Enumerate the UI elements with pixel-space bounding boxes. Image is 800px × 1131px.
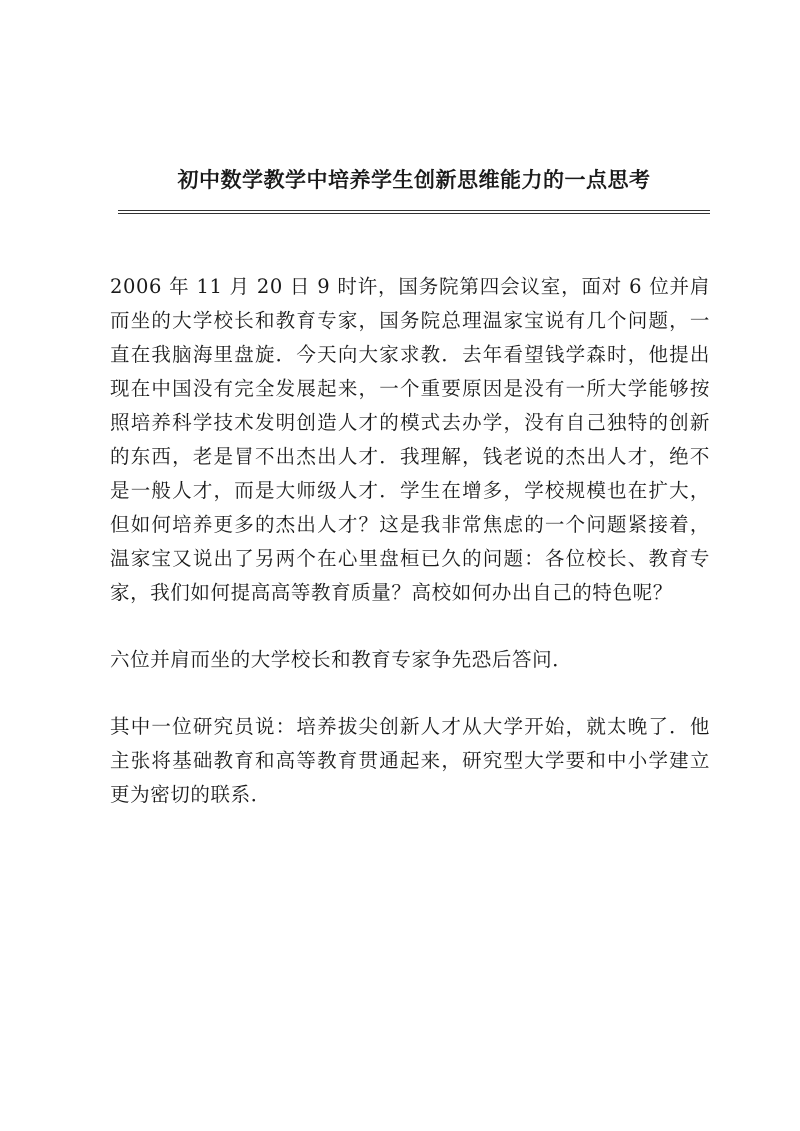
- document-body: [110, 270, 710, 845]
- paragraph-1: 2006 年 11 月 20 日 9 时许，国务院第四会议室，面对 6 位并肩而坐的大学校长和教育专家，国务院总理温家宝说有几个问题，一直在我脑海里盘旋．今天向大家求教．去年看望钱学森时，他提出现在中国没有完全发展起来，一个重要原因是没有一所大学能够按照培养科学技术发明创造人才的模式去办学，没有自己独特的创新的东西，老是冒不出杰出人才．我理解，钱老说的杰出人才，绝不是一般人才，而是大师级人才．学生在增多，学校规模也在扩大，但如何培养更多的杰出人才？这是我非常焦虑的一个问题紧接着，温家宝又说出了另两个在心里盘桓已久的问题：各位校长、教育专家，我们如何提高高等教育质量？高校如何办出自己的特色呢？: [110, 275, 710, 604]
- paragraph-2: 六位并肩而坐的大学校长和教育专家争先恐后答问．: [110, 648, 573, 671]
- paragraph-3: 其中一位研究员说：培养拔尖创新人才从大学开始，就太晚了．他主张将基础教育和高等教育贯通起来，研究型大学要和中小学建立更为密切的联系．: [110, 715, 710, 806]
- title-divider: [118, 210, 710, 214]
- document-title: 初中数学教学中培养学生创新思维能力的一点思考: [177, 167, 651, 192]
